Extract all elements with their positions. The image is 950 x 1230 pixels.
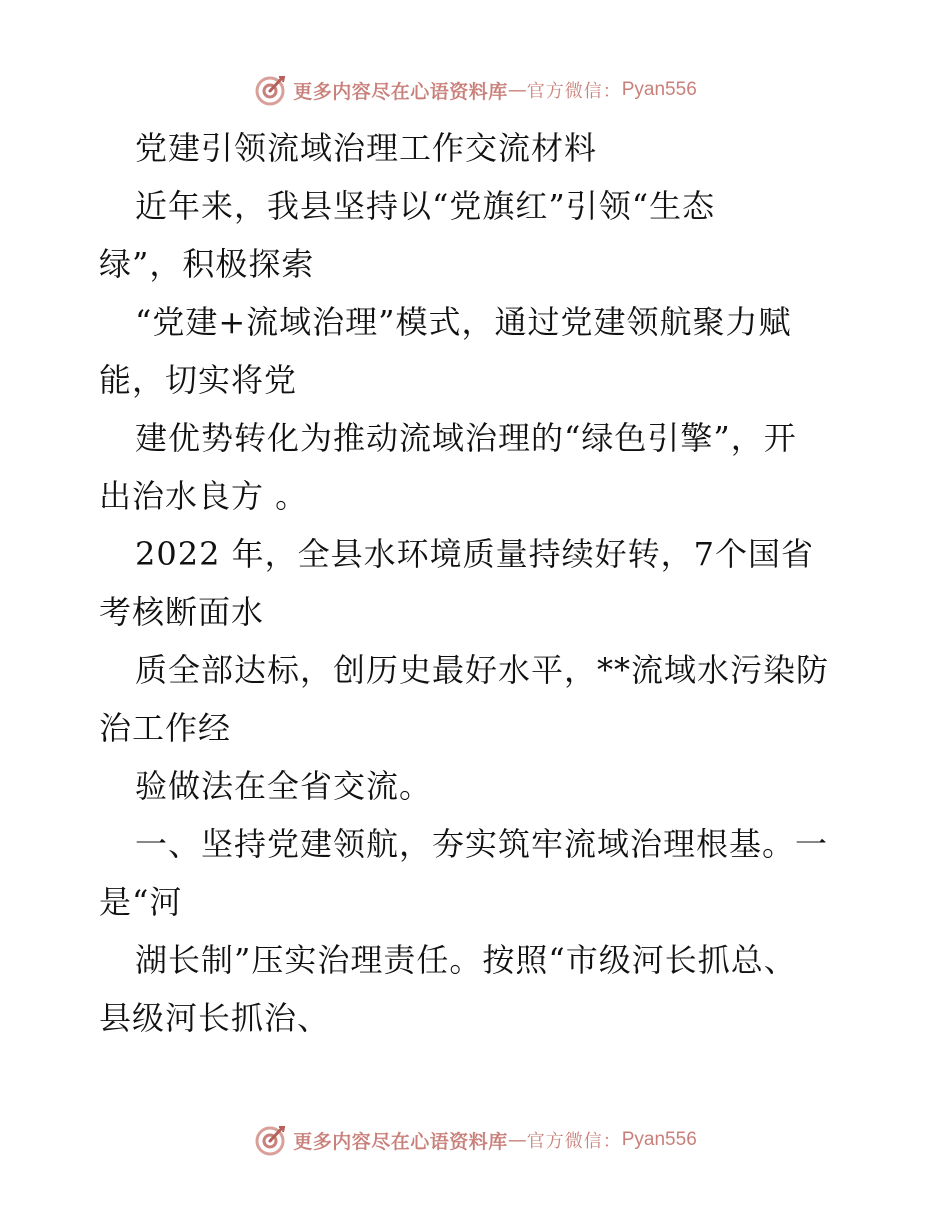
text-line: “党建+流域治理”模式，通过党建领航聚力赋 — [135, 303, 792, 341]
text-line: 2022 年，全县水环境质量持续好转，7个国省 — [135, 535, 814, 573]
text-line: 验做法在全省交流。 — [135, 767, 433, 805]
logo-icon — [253, 1123, 287, 1157]
footer-wechat-id: Pyan556 — [621, 1129, 697, 1150]
text-line: 质全部达标，创历史最好水平，**流域水污染防 — [135, 651, 830, 689]
text-line: 治工作经 — [99, 709, 232, 747]
text-line: 近年来，我县坚持以“党旗红”引领“生态 — [135, 187, 716, 225]
footer-watermark — [0, 1120, 950, 1160]
text-line: 县级河长抓治、 — [99, 999, 331, 1037]
footer-wechat-label: 官方微信： — [526, 1131, 622, 1152]
footer-dash: — — [507, 1129, 527, 1151]
header-dash: — — [507, 79, 527, 101]
section-heading-line: 一、坚持党建领航，夯实筑牢流域治理根基。一 — [135, 825, 829, 863]
text-line: 能，切实将党 — [99, 361, 298, 399]
text-line: 出治水良方 。 — [99, 477, 309, 515]
header-wechat-id: Pyan556 — [621, 79, 697, 100]
text-line: 是“河 — [99, 883, 183, 921]
text-line: 湖长制”压实治理责任。按照“市级河长抓总、 — [135, 941, 797, 979]
header-site-text: 更多内容尽在心语资料库 — [293, 80, 508, 103]
header-wechat-label: 官方微信： — [526, 81, 622, 102]
text-line: 考核断面水 — [99, 593, 265, 631]
document-title: 党建引领流域治理工作交流材料 — [135, 129, 598, 167]
text-line: 绿”，积极探索 — [99, 245, 315, 283]
footer-site-text: 更多内容尽在心语资料库 — [293, 1130, 508, 1153]
text-line: 建优势转化为推动流域治理的“绿色引擎”，开 — [135, 419, 797, 457]
